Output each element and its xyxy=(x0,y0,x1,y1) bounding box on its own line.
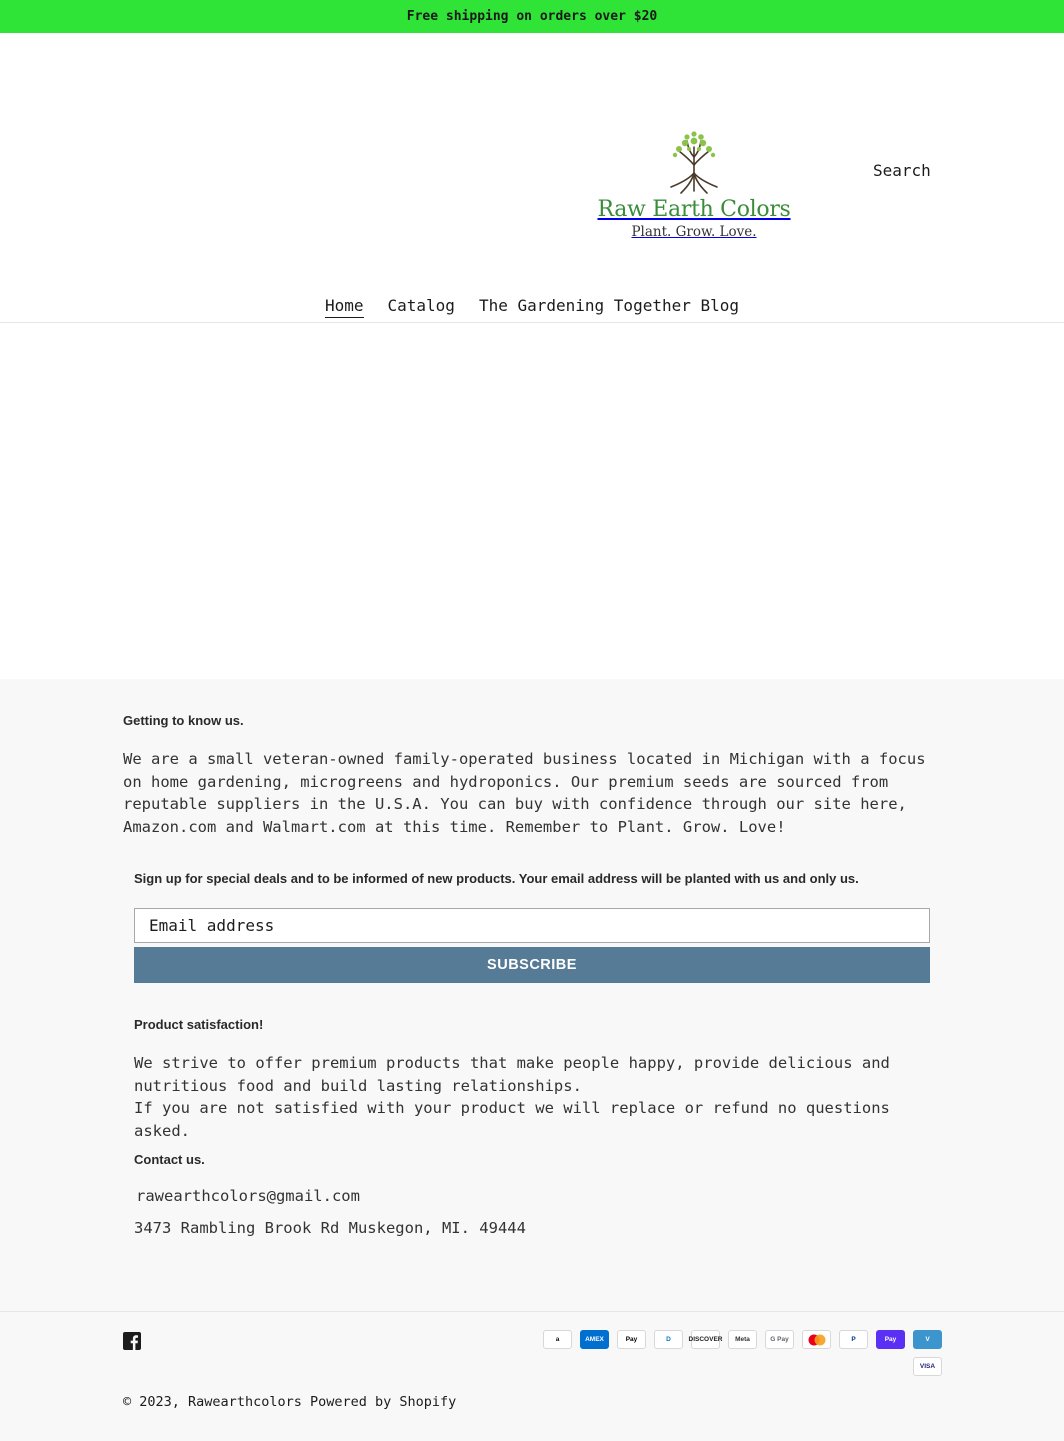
google-pay-icon: G Pay xyxy=(765,1330,794,1349)
store-name-link[interactable]: Rawearthcolors xyxy=(188,1394,302,1410)
meta-pay-icon: Meta xyxy=(728,1330,757,1349)
satisfaction-line-1: We strive to offer premium products that make people happy, provide delicious and nutritious food and build lasting relationships. xyxy=(134,1054,890,1095)
tree-logo-icon xyxy=(659,127,729,195)
store-logo[interactable] xyxy=(597,103,791,269)
subscribe-button[interactable]: SUBSCRIBE xyxy=(134,947,930,983)
announcement-bar xyxy=(0,0,1064,33)
visa-icon: VISA xyxy=(913,1357,942,1376)
about-title: Getting to know us. xyxy=(123,713,244,728)
newsletter-section xyxy=(134,871,930,983)
search-link[interactable]: Search xyxy=(873,161,931,180)
amazon-pay-icon: a xyxy=(543,1330,572,1349)
diners-club-icon: D xyxy=(654,1330,683,1349)
logo-tagline: Plant. Grow. Love. xyxy=(631,224,757,240)
site-header xyxy=(0,33,1064,323)
discover-icon: DISCOVER xyxy=(691,1330,720,1349)
venmo-icon: V xyxy=(913,1330,942,1349)
logo-title: Raw Earth Colors xyxy=(597,197,791,222)
footer-bottom xyxy=(0,1311,1064,1441)
facebook-icon[interactable] xyxy=(123,1332,141,1350)
shop-pay-icon: Pay xyxy=(876,1330,905,1349)
paypal-icon: P xyxy=(839,1330,868,1349)
email-input[interactable] xyxy=(134,908,930,943)
main-navigation xyxy=(0,296,1064,318)
amex-icon: AMEX xyxy=(580,1330,609,1349)
satisfaction-line-2: If you are not satisfied with your product we will replace or refund no questions asked. xyxy=(134,1099,890,1140)
powered-by-link[interactable]: Powered by Shopify xyxy=(309,1394,457,1410)
announcement-text: Free shipping on orders over $20 xyxy=(406,9,658,24)
site-footer xyxy=(0,679,1064,1441)
apple-pay-icon: Pay xyxy=(617,1330,646,1349)
contact-email: rawearthcolors@gmail.com xyxy=(136,1187,360,1205)
copyright xyxy=(123,1394,456,1410)
nav-blog[interactable]: The Gardening Together Blog xyxy=(478,296,740,315)
copyright-prefix: © 2023, xyxy=(123,1394,180,1410)
newsletter-text: Sign up for special deals and to be informed of new products. Your email address will be planted with us and only us. xyxy=(134,871,859,886)
main-content xyxy=(0,323,1064,679)
satisfaction-section xyxy=(134,1017,944,1142)
nav-catalog[interactable]: Catalog xyxy=(387,296,455,315)
nav-home[interactable]: Home xyxy=(325,296,364,318)
about-section xyxy=(123,713,938,838)
mastercard-icon xyxy=(802,1330,831,1349)
satisfaction-text xyxy=(134,1052,944,1142)
contact-address: 3473 Rambling Brook Rd Muskegon, MI. 49444 xyxy=(134,1219,526,1237)
contact-section xyxy=(134,1152,834,1237)
about-text: We are a small veteran-owned family-operated business located in Michigan with a focus on home gardening, microgreens and hydroponics. Our premium seeds are sourced from reputable suppliers in the U.S.A. You can buy with confidence through our site here, Amazon.com and Walmart.com at this time. Remember to Plant. Grow. Love! xyxy=(123,750,926,836)
satisfaction-title: Product satisfaction! xyxy=(134,1017,264,1032)
contact-title: Contact us. xyxy=(134,1152,205,1167)
payment-icons xyxy=(540,1330,942,1376)
